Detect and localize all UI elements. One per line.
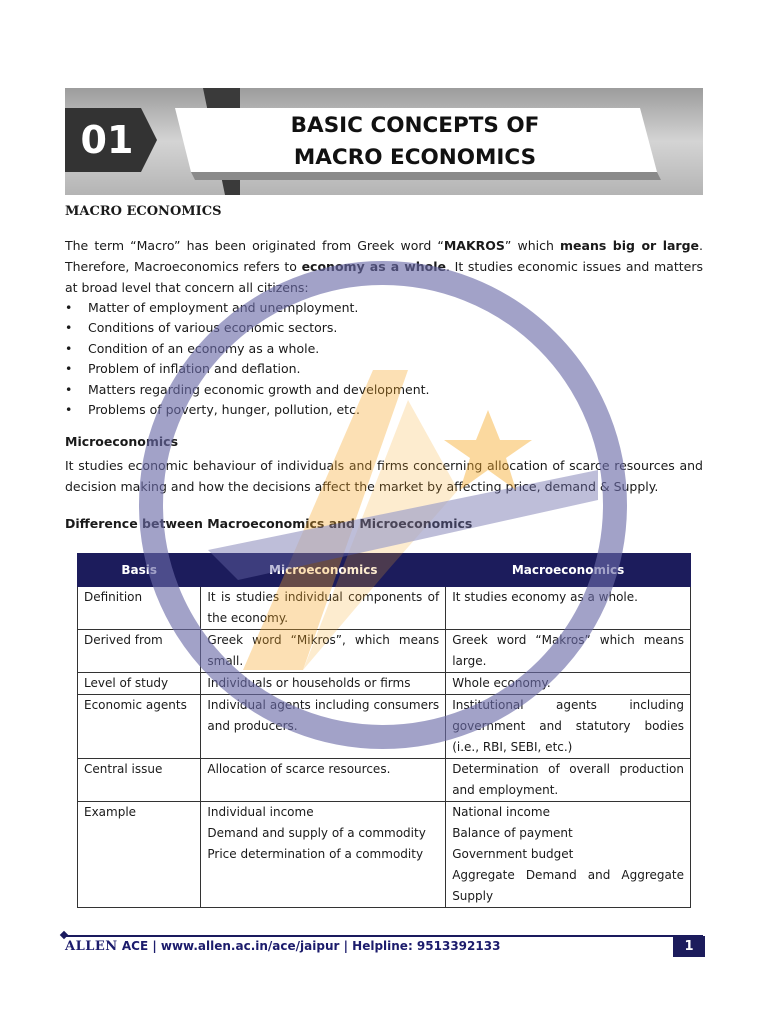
phrase-big-or-large: means big or large [560, 238, 700, 253]
table-header-row [78, 554, 691, 587]
macro-bullet-list [65, 298, 665, 420]
table-row [78, 587, 691, 630]
chapter-banner [65, 88, 703, 195]
table-row [78, 673, 691, 695]
example-line: Individual income [207, 805, 314, 819]
list-item-text: Problems of poverty, hunger, pollution, etc. [88, 402, 360, 418]
list-item-text: Matters regarding economic growth and development. [88, 381, 430, 397]
column-header-basis: Basis [78, 554, 201, 587]
list-item: • Condition of an economy as a whole. [65, 340, 320, 356]
table-cell-basis: Level of study [78, 673, 201, 695]
list-item-text: Conditions of various economic sectors. [88, 320, 338, 336]
comparison-table [77, 553, 691, 908]
term-makros: MAKROS [443, 238, 505, 253]
example-line: National income [452, 805, 550, 819]
table-cell-micro: Allocation of scarce resources. [201, 759, 446, 802]
list-item: • Problems of poverty, hunger, pollution, etc. [65, 402, 360, 418]
table-cell-basis: Economic agents [78, 695, 201, 759]
column-header-micro: Microeconomics [201, 554, 446, 587]
table-cell-micro: It is studies individual components of the economy. [201, 587, 446, 630]
table-cell-micro: Individual agents including consumers and producers. [201, 695, 446, 759]
table-cell-basis: Example [78, 802, 201, 908]
list-item: • Problem of inflation and deflation. [65, 361, 301, 377]
section-heading-macro: MACRO ECONOMICS [65, 204, 222, 219]
footer-rule [65, 935, 703, 937]
macro-paragraph [65, 236, 703, 298]
text-run: . It studies economic issues and matters at broad level that concern all citizens: [65, 258, 703, 295]
table-row [78, 630, 691, 673]
table-cell-macro: Determination of overall production and employment. [446, 759, 691, 802]
example-line: Demand and supply of a commodity [207, 826, 426, 840]
table-cell-macro: Whole economy. [446, 673, 691, 695]
list-item-text: Condition of an economy as a whole. [88, 340, 320, 356]
table-cell-micro: Greek word “Mikros”, which means small. [201, 630, 446, 673]
list-item: • Conditions of various economic sectors. [65, 320, 338, 336]
table-cell-basis: Central issue [78, 759, 201, 802]
table-cell-macro [446, 802, 691, 908]
column-header-macro: Macroeconomics [446, 554, 691, 587]
chapter-title-line2: MACRO ECONOMICS [293, 145, 537, 170]
text-run: ” which [504, 238, 561, 253]
table-row [78, 695, 691, 759]
table-cell-micro [201, 802, 446, 908]
section-heading-difference: Difference between Macroeconomics and Microeconomics [65, 516, 473, 531]
table-cell-basis: Derived from [78, 630, 201, 673]
table-row [78, 759, 691, 802]
text-run: The term “Macro” has been originated from Greek word “ [65, 238, 444, 253]
micro-paragraph: It studies economic behaviour of individuals and firms concerning allocation of scarce resources and decision making and how the decisions affect the market by affecting price, demand & Supply. [65, 458, 703, 494]
chapter-title-line1: BASIC CONCEPTS OF [290, 113, 540, 138]
example-line: Government budget [452, 847, 574, 861]
footer-text [65, 938, 500, 955]
chapter-title [245, 110, 585, 174]
section-heading-micro: Microeconomics [65, 434, 179, 449]
list-item-text: Problem of inflation and deflation. [88, 361, 301, 377]
example-line: Aggregate Demand and Aggregate Supply [452, 868, 684, 903]
table-cell-macro: It studies economy as a whole. [446, 587, 691, 630]
table-cell-micro: Individuals or households or firms [201, 673, 446, 695]
list-item: • Matters regarding economic growth and development. [65, 381, 430, 397]
table-cell-macro: Institutional agents including government and statutory bodies (i.e., RBI, SEBI, etc.) [446, 695, 691, 759]
text-run: . Therefore, Macroeconomics refers to [65, 238, 704, 274]
list-item: • Matter of employment and unemployment. [65, 300, 359, 315]
table-cell-macro: Greek word “Makros” which means large. [446, 630, 691, 673]
table-cell-basis: Definition [78, 587, 201, 630]
page-number: 1 [673, 936, 705, 957]
example-line: Price determination of a commodity [207, 847, 424, 861]
footer-contact: ACE | www.allen.ac.in/ace/jaipur | Helpline: 9513392133 [117, 939, 501, 953]
list-item-text: Matter of employment and unemployment. [88, 300, 359, 315]
allen-brand-logo: ALLEN [65, 939, 118, 954]
example-line: Balance of payment [452, 826, 573, 840]
phrase-economy-whole: economy as a whole [301, 258, 446, 274]
chapter-number: 01 [80, 118, 134, 162]
table-row [78, 802, 691, 908]
